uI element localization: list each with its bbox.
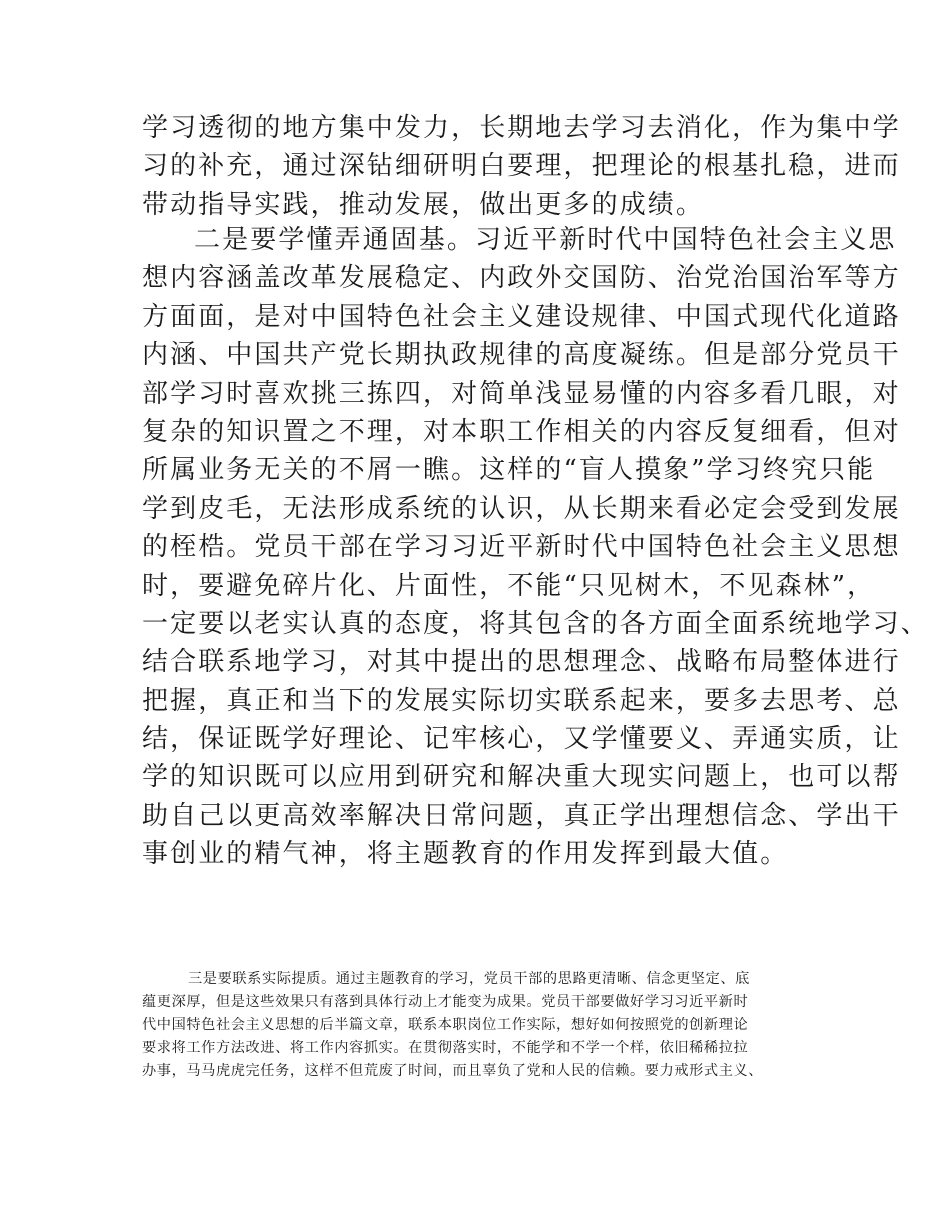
text-line: 习的补充，通过深钻细研明白要理，把理论的根基扎稳，进而 [142,151,901,182]
text-line: 复杂的知识置之不理，对本职工作相关的内容反复细看，但对 [142,416,901,447]
text-line: 部学习时喜欢挑三拣四，对简单浅显易懂的内容多看几眼，对 [142,378,901,409]
text-line: 所属业务无关的不屑一瞧。这样的“盲人摸象”学习终究只能 [142,455,876,486]
text-line: 办事，马马虎虎完任务，这样不但荒废了时间，而且辜负了党和人民的信赖。要力戒形式主义、 [142,1063,764,1079]
text-line: 学到皮毛，无法形成系统的认识，从长期来看必定会受到发展 [142,493,901,524]
text-line: 结，保证既学好理论、记牢核心，又学懂要义、弄通实质，让 [142,724,901,755]
text-line: 的桎梏。党员干部在学习习近平新时代中国特色社会主义思想 [142,532,901,563]
paragraph-second-point [142,221,929,874]
text-line: 一定要以老实认真的态度，将其包含的各方面全面系统地学习、 [142,608,929,639]
text-line: 助自己以更高效率解决日常问题，真正学出理想信念、学出干 [142,800,901,831]
text-line: 想内容涵盖改革发展稳定、内政外交国防、治党治国治军等方 [142,263,901,294]
text-line: 二是要学懂弄通固基。习近平新时代中国特色社会主义思 [194,225,897,255]
text-line: 内涵、中国共产党长期执政规律的高度凝练。但是部分党员干 [142,340,901,371]
text-line: 代中国特色社会主义思想的后半篇文章，联系本职岗位工作实际，想好如何按照党的创新理论 [142,1017,749,1033]
paragraph-continuation [142,109,901,224]
paragraph-third-point [142,968,828,1083]
text-line: 要求将工作方法改进、将工作内容抓实。在贯彻落实时，不能学和不学一个样，依旧稀稀拉拉 [142,1040,749,1056]
text-line: 学习透彻的地方集中发力，长期地去学习去消化，作为集中学 [142,113,901,143]
text-line: 三是要联系实际提质。通过主题教育的学习，党员干部的思路更清晰、信念更坚定、底 [188,971,750,987]
text-line: 结合联系地学习，对其中提出的思想理念、战略布局整体进行 [142,647,901,678]
text-line: 把握，真正和当下的发展实际切实联系起来，要多去思考、总 [142,685,901,716]
text-line: 蕴更深厚，但是这些效果只有落到具体行动上才能变为成果。党员干部要做好学习习近平新时 [142,994,749,1010]
text-line: 方面面，是对中国特色社会主义建设规律、中国式现代化道路 [142,301,901,332]
text-line: 事创业的精气神，将主题教育的作用发挥到最大值。 [142,839,789,870]
text-line: 时，要避免碎片化、片面性，不能“只见树木，不见森林”， [142,570,876,601]
text-line: 带动指导实践，推动发展，做出更多的成绩。 [142,189,705,220]
text-line: 学的知识既可以应用到研究和解决重大现实问题上，也可以帮 [142,762,901,793]
